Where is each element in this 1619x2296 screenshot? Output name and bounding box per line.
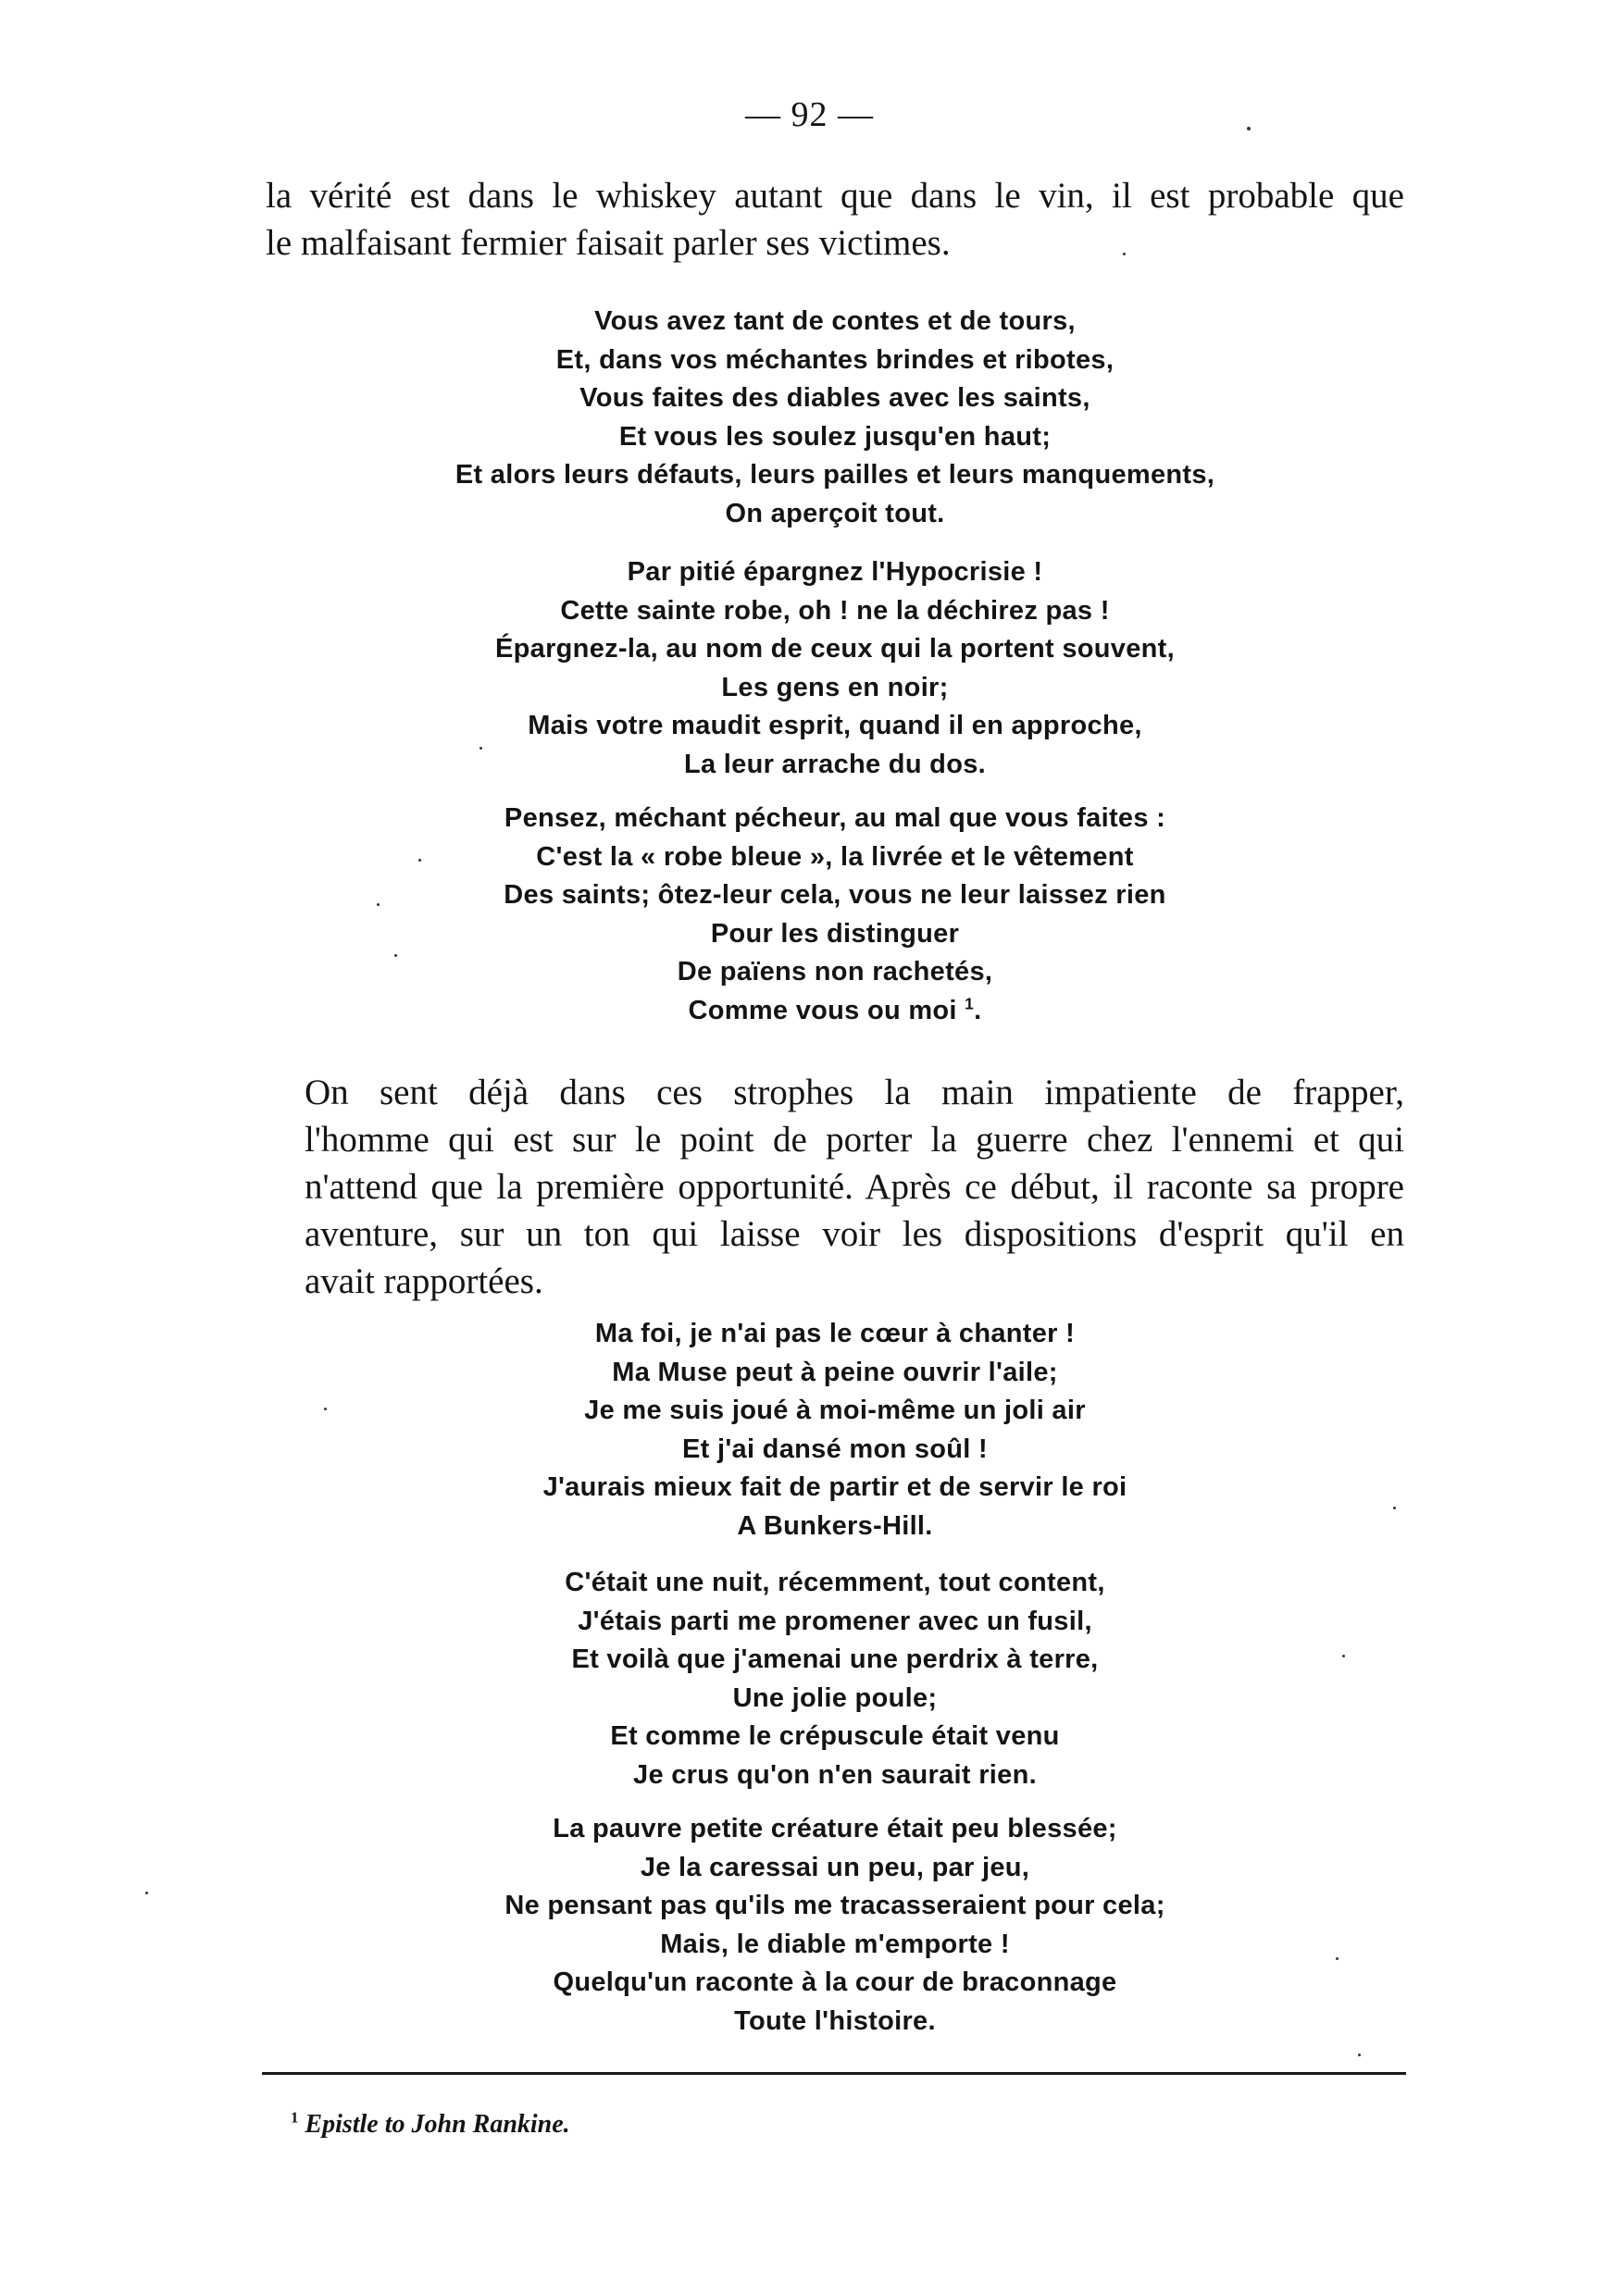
poem-one-stanza-2 xyxy=(266,553,1404,784)
verse-line: Et comme le crépuscule était venu xyxy=(610,1721,1060,1751)
verse-line: Des saints; ôtez-leur cela, vous ne leur laissez rien xyxy=(504,880,1166,910)
paragraph-line: le malfaisant fermier faisait parler ses victimes. xyxy=(266,223,951,263)
poem-one-stanza-3 xyxy=(266,800,1404,1030)
print-speck xyxy=(377,903,380,906)
print-speck xyxy=(418,859,421,862)
poem-two-stanza-3 xyxy=(266,1810,1404,2041)
verse-line: J'étais parti me promener avec un fusil, xyxy=(578,1606,1092,1636)
page-number: — 92 — xyxy=(745,95,874,134)
verse-line: Ne pensant pas qu'ils me tracasseraient pour cela; xyxy=(504,1891,1165,1920)
print-speck xyxy=(1342,1655,1345,1657)
footnote-reference: 1 xyxy=(965,993,975,1012)
print-speck xyxy=(1358,2054,1361,2056)
verse-line: Cette sainte robe, oh ! ne la déchirez pas ! xyxy=(560,595,1110,626)
verse-line: Et, dans vos méchantes brindes et ribotes, xyxy=(555,344,1115,375)
print-speck xyxy=(1336,1957,1339,1960)
verse-line: Je la caressai un peu, par jeu, xyxy=(640,1852,1030,1882)
verse-line: Et alors leurs défauts, leurs pailles et leurs manquements, xyxy=(455,460,1215,490)
verse-line: J'aurais mieux fait de partir et de servir le roi xyxy=(542,1472,1127,1502)
verse-line: Vous avez tant de contes et de tours, xyxy=(594,306,1076,336)
verse-line: La pauvre petite créature était peu blessée; xyxy=(553,1814,1117,1843)
print-speck xyxy=(1123,253,1126,255)
verse-line: Épargnez-la, au nom de ceux qui la portent souvent, xyxy=(495,634,1175,664)
verse-line: Ma Muse peut à peine ouvrir l'aile; xyxy=(612,1357,1058,1387)
paragraph-line: On sent déjà dans ces strophes la main impatiente de frapper, xyxy=(305,1073,1404,1112)
paragraph-line: n'attend que la première opportunité. Après ce début, il raconte sa propre xyxy=(305,1167,1404,1207)
verse-line: Pour les distinguer xyxy=(710,918,960,949)
verse-line: Je crus qu'on n'en saurait rien. xyxy=(633,1759,1037,1790)
intro-paragraph xyxy=(266,172,1404,267)
print-speck xyxy=(1247,127,1251,130)
verse-line: Mais, le diable m'emporte ! xyxy=(660,1929,1010,1959)
verse-line: Par pitié épargnez l'Hypocrisie ! xyxy=(627,557,1043,587)
verse-line: Et vous les soulez jusqu'en haut; xyxy=(618,421,1052,452)
verse-line: Une jolie poule; xyxy=(732,1682,938,1713)
verse-line: Mais votre maudit esprit, quand il en approche, xyxy=(528,711,1142,740)
print-speck xyxy=(1393,1507,1396,1509)
verse-line: Ma foi, je n'ai pas le cœur à chanter ! xyxy=(594,1319,1076,1348)
footnote-text: Epistle to John Rankine. xyxy=(305,2110,570,2139)
verse-line: Les gens en noir; xyxy=(721,672,949,702)
verse-line-end-punctuation: . xyxy=(974,995,982,1025)
verse-line: La leur arrache du dos. xyxy=(684,749,986,779)
print-speck xyxy=(479,747,482,750)
verse-line: Vous faites des diables avec les saints, xyxy=(579,383,1090,413)
footnote xyxy=(291,2110,570,2140)
footnote-divider xyxy=(262,2072,1406,2075)
paragraph-line: avait rapportées. xyxy=(305,1261,543,1301)
print-speck xyxy=(145,1892,148,1894)
print-speck xyxy=(324,1408,327,1410)
verse-line: A Bunkers-Hill. xyxy=(737,1510,933,1541)
poem-one-stanza-1 xyxy=(266,303,1404,533)
verse-line: C'était une nuit, récemment, tout content, xyxy=(565,1568,1105,1597)
footnote-mark: 1 xyxy=(291,2108,299,2127)
poem-two-stanza-1 xyxy=(266,1315,1404,1545)
paragraph-line: la vérité est dans le whiskey autant que dans le vin, il est probable que xyxy=(266,176,1404,216)
verse-line: Pensez, méchant pécheur, au mal que vous faites : xyxy=(504,803,1166,833)
verse-line: Quelqu'un raconte à la cour de braconnage xyxy=(553,1967,1117,1997)
verse-line: De païens non rachetés, xyxy=(677,957,993,987)
poem-two-stanza-2 xyxy=(266,1564,1404,1794)
verse-line: Et voilà que j'amenai une perdrix à terre, xyxy=(571,1644,1099,1674)
paragraph-line: aventure, sur un ton qui laisse voir les dispositions d'esprit qu'il en xyxy=(305,1214,1404,1254)
verse-line xyxy=(266,992,1404,1031)
verse-line: Et j'ai dansé mon soûl ! xyxy=(682,1433,988,1464)
verse-line: Je me suis joué à moi-même un joli air xyxy=(584,1396,1086,1425)
paragraph-line: l'homme qui est sur le point de porter la guerre chez l'ennemi et qui xyxy=(305,1120,1404,1160)
print-speck xyxy=(394,954,397,957)
verse-line: On aperçoit tout. xyxy=(725,498,945,528)
verse-line: Toute l'histoire. xyxy=(734,2005,936,2036)
main-paragraph xyxy=(266,1069,1404,1305)
verse-line-text: Comme vous ou moi xyxy=(688,995,957,1025)
verse-line: C'est la « robe bleue », la livrée et le vêtement xyxy=(536,841,1134,872)
